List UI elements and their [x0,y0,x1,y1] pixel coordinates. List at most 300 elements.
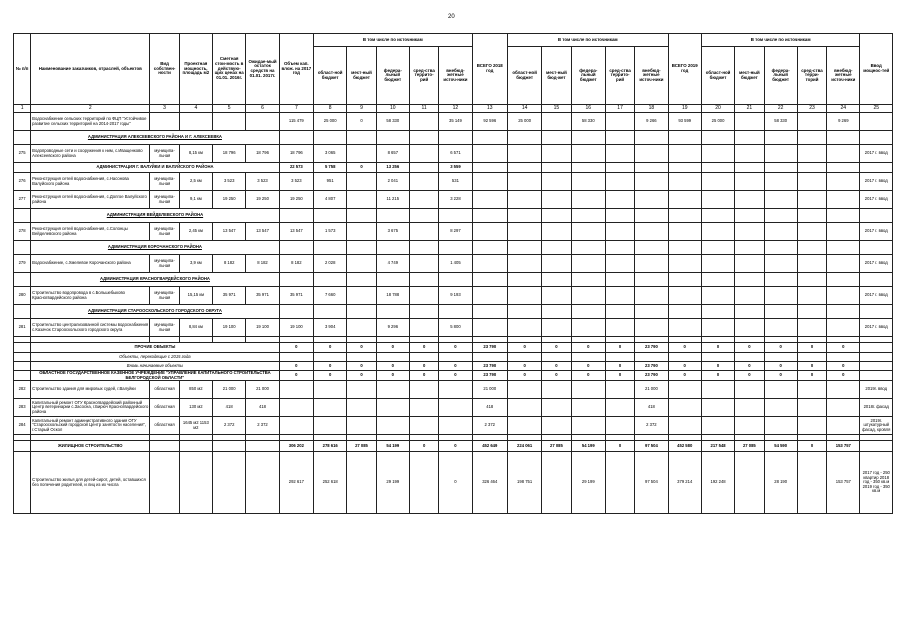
table-cell [827,241,860,255]
table-cell [764,399,797,417]
table-cell [542,452,571,514]
table-cell: 3 228 [439,191,472,209]
table-cell: 35 149 [439,113,472,131]
table-cell: 54 590 [764,441,797,452]
table-cell: 1645 м2 1153 м2 [179,417,212,435]
table-cell: 306 202 [279,441,313,452]
table-cell [409,399,438,417]
table-cell [668,255,701,273]
table-cell [735,381,764,399]
table-cell [472,353,507,362]
table-cell [827,209,860,223]
table-cell [605,255,634,273]
table-cell [507,163,541,173]
table-cell: 0 [507,362,541,371]
column-number: 12 [439,105,472,113]
table-cell: 9 266 [635,113,668,131]
table-cell [764,319,797,337]
table-cell: 6 571 [439,145,472,163]
header-src-territory: сред-ства террито-рий [409,47,438,105]
table-cell: 0 [347,362,376,371]
table-cell [507,399,541,417]
table-cell: 0 [279,343,313,353]
table-cell [860,371,893,381]
table-cell [701,145,734,163]
table-cell [150,441,179,452]
table-cell [314,209,347,223]
table-cell [860,209,893,223]
table-cell: 0 [376,371,409,381]
table-cell [439,273,472,287]
table-cell [507,305,541,319]
table-cell [735,452,764,514]
table-cell: 284 [14,417,31,435]
table-cell: 27 085 [735,441,764,452]
table-cell [735,417,764,435]
table-cell: 0 [605,362,634,371]
table-cell: 8 182 [246,255,279,273]
table-cell [635,145,668,163]
table-cell [764,273,797,287]
table-cell [472,145,507,163]
table-cell: 0 [439,452,472,514]
table-cell [827,131,860,145]
table-cell [507,319,541,337]
table-cell: 0 [827,343,860,353]
table-cell [797,417,826,435]
table-cell: 5 758 [314,163,347,173]
table-cell [860,131,893,145]
table-cell: 531 [439,173,472,191]
table-cell [279,209,313,223]
column-number: 21 [735,105,764,113]
table-cell [409,113,438,131]
table-cell: 0 [376,343,409,353]
table-cell: 278 [14,223,31,241]
table-cell [605,273,634,287]
section-row [14,131,893,145]
table-cell: 3 523 [213,173,246,191]
table-cell [797,381,826,399]
column-number: 8 [314,105,347,113]
table-cell [635,223,668,241]
column-number: 11 [409,105,438,113]
table-cell [314,417,347,435]
header-name: Наименование заказчиков, отраслей, объектов [31,34,150,105]
table-cell: 25 000 [507,113,541,131]
table-cell [668,163,701,173]
table-cell [668,273,701,287]
table-cell [347,191,376,209]
table-cell: 418 [472,399,507,417]
table-cell: 192 248 [701,452,734,514]
table-cell [635,241,668,255]
table-cell [472,209,507,223]
object-name: Реконструкция сетей водоснабжения, с.Долгое Валуйского района [31,191,150,209]
object-name: Капитальный ремонт административного здания ОГУ "Старооскольский городской Центр занятости населения", г.Старый Оскол [31,417,150,435]
table-cell [827,287,860,305]
header-capacity: Проектная мощность, площадь м2 [179,34,212,105]
table-cell: 8,84 км [179,319,212,337]
table-cell: 418 [213,399,246,417]
table-cell: 0 [764,343,797,353]
table-cell [605,131,634,145]
header-sources-2018: В том числе по источникам [507,34,668,47]
table-cell [735,131,764,145]
table-cell: 0 [571,362,605,371]
table-cell [605,209,634,223]
table-cell [376,209,409,223]
object-name: Строительство централизованной системы водоснабжения с.Казачок Старооскольского городского округа [31,319,150,337]
table-cell [314,305,347,319]
table-cell [507,241,541,255]
table-cell [701,305,734,319]
table-cell [571,417,605,435]
table-cell [314,399,347,417]
table-cell: 0 [279,362,313,371]
table-cell [797,163,826,173]
table-cell [246,452,279,514]
column-number: 9 [347,105,376,113]
table-cell [542,399,571,417]
table-cell [827,417,860,435]
table-cell [542,241,571,255]
table-cell: 282 [14,381,31,399]
table-cell: 28 190 [764,452,797,514]
section-row [14,305,893,319]
table-cell: 23 790 [635,343,668,353]
table-cell [605,353,634,362]
table-cell: 2017 г. ввод [860,173,893,191]
table-cell [668,353,701,362]
table-cell: 0 [735,343,764,353]
table-cell [246,113,279,131]
table-cell: 452 649 [472,441,507,452]
table-cell [409,255,438,273]
table-cell [827,191,860,209]
table-cell: 3,9 км [179,255,212,273]
table-cell [472,255,507,273]
table-cell: 277 [14,191,31,209]
table-cell [605,163,634,173]
table-cell [279,241,313,255]
table-cell: областная [150,399,179,417]
table-cell [701,399,734,417]
table-cell [701,241,734,255]
column-number: 1 [14,105,31,113]
table-cell [827,273,860,287]
table-cell [605,417,634,435]
table-cell [507,145,541,163]
table-cell [764,305,797,319]
table-cell: 0 [735,371,764,381]
table-cell: 0 [507,343,541,353]
table-cell [409,381,438,399]
table-cell [605,319,634,337]
table-cell [409,417,438,435]
table-cell [668,131,701,145]
table-cell [409,209,438,223]
table-cell [571,163,605,173]
header-src-local: мест-ный бюджет [347,47,376,105]
table-cell [827,305,860,319]
header-src-territory: сред-ства терри-торий [797,47,826,105]
header-src-local: мест-ный бюджет [735,47,764,105]
table-cell: 0 [439,362,472,371]
table-cell [347,223,376,241]
table-cell [571,173,605,191]
section-row [14,209,893,223]
table-cell [213,113,246,131]
table-row [14,255,893,273]
table-cell: 8 657 [376,145,409,163]
table-cell: 0 [668,371,701,381]
column-number-row [14,105,893,113]
table-cell [827,173,860,191]
table-cell: 2,5 км [179,173,212,191]
table-cell [635,191,668,209]
table-cell: 25 000 [314,113,347,131]
table-cell [701,191,734,209]
table-cell [605,399,634,417]
table-cell: 18 796 [246,145,279,163]
column-number: 2 [31,105,150,113]
table-row [14,191,893,209]
table-cell: 379 214 [668,452,701,514]
table-cell: 0 [764,371,797,381]
table-cell [668,223,701,241]
table-cell: 130 м2 [179,399,212,417]
table-cell [635,353,668,362]
table-cell [213,452,246,514]
table-cell [150,452,179,514]
table-cell: 0 [347,113,376,131]
table-cell [827,163,860,173]
table-cell [279,417,313,435]
table-cell [735,209,764,223]
column-number: 13 [472,105,507,113]
table-cell [860,163,893,173]
table-cell [635,131,668,145]
table-cell: 0 [314,362,347,371]
table-cell [571,319,605,337]
table-cell [571,191,605,209]
table-cell [827,353,860,362]
table-cell: 2017 г. ввод [860,145,893,163]
table-cell: 2019г. штукатурный фасад, кровля [860,417,893,435]
table-cell [347,255,376,273]
table-cell [860,241,893,255]
column-number: 16 [571,105,605,113]
table-cell [376,417,409,435]
table-cell: 19 250 [213,191,246,209]
table-cell [571,209,605,223]
table-cell [439,353,472,362]
table-cell [347,399,376,417]
table-cell [472,287,507,305]
table-row [14,417,893,435]
table-cell [347,241,376,255]
table-cell [735,305,764,319]
table-cell [860,441,893,452]
table-cell: 0 [827,362,860,371]
table-cell [797,241,826,255]
table-cell: 0 [668,343,701,353]
table-cell [735,223,764,241]
table-cell [409,305,438,319]
table-cell: 58 330 [376,113,409,131]
table-cell: 23 790 [472,343,507,353]
table-cell [472,173,507,191]
column-number: 23 [797,105,826,113]
table-cell: 2017 г. ввод [860,319,893,337]
table-cell: 13 547 [279,223,313,241]
table-cell [764,417,797,435]
table-cell: 280 [14,287,31,305]
table-cell: муниципа-льная [150,145,179,163]
table-cell: 0 [605,343,634,353]
table-cell [735,255,764,273]
header-src-local: мест-ный бюд-жет [542,47,571,105]
table-cell: 2 028 [314,255,347,273]
table-cell [409,145,438,163]
table-cell [213,441,246,452]
table-cell: 58 330 [571,113,605,131]
table-cell [347,173,376,191]
table-cell [472,163,507,173]
section-title: Вновь начинаемые объекты [31,362,280,371]
table-cell: 0 [439,371,472,381]
table-cell [668,145,701,163]
table-cell [507,381,541,399]
table-cell: 115 479 [279,113,313,131]
table-cell: 21 000 [213,381,246,399]
table-cell [764,173,797,191]
section-title: АДМИНИСТРАЦИЯ Г. ВАЛУЙКИ И ВАЛУЙСКОГО РАЙОНА [31,163,280,173]
table-cell [542,209,571,223]
table-cell [735,173,764,191]
column-number: 24 [827,105,860,113]
header-type: Вид собствен-ности [150,34,179,105]
table-cell: 18 796 [213,145,246,163]
table-cell: 0 [347,371,376,381]
table-cell: 25 000 [701,113,734,131]
section-title: АДМИНИСТРАЦИЯ КРАСНОГВАРДЕЙСКОГО РАЙОНА [31,273,280,287]
table-cell: 0 [797,441,826,452]
table-cell [668,191,701,209]
table-cell [797,191,826,209]
table-cell: 21 000 [472,381,507,399]
object-name: Водоснабжение сельских территорий по ФЦП "Устойчивое развитие сельских территорий на 2014-2017 годы" [31,113,150,131]
table-cell [827,399,860,417]
column-number: 7 [279,105,313,113]
column-number: 4 [179,105,212,113]
table-cell [542,145,571,163]
table-cell [439,399,472,417]
table-cell [376,399,409,417]
table-cell: 0 [279,371,313,381]
object-name: Строительство здания для мировых судей, г.Валуйки [31,381,150,399]
table-cell [635,287,668,305]
table-cell: 11 215 [376,191,409,209]
table-cell [764,381,797,399]
table-cell [701,173,734,191]
table-cell [635,209,668,223]
table-cell [797,273,826,287]
table-cell [542,163,571,173]
object-name: Строительство водопровода в с.Большебыково Красногвардейского района [31,287,150,305]
table-cell: 3 523 [279,173,313,191]
table-cell [701,255,734,273]
table-cell: 292 617 [279,452,313,514]
section-row [14,241,893,255]
header-src-territory: сред-ства террито-рий [605,47,634,105]
table-cell: 97 504 [635,452,668,514]
table-cell [314,353,347,362]
header-sources-2019: В том числе по источникам [701,34,860,47]
section-title: Объекты, переходящие с 2015 года [31,353,280,362]
table-cell [605,191,634,209]
table-cell [764,287,797,305]
table-cell [279,305,313,319]
table-cell [409,452,438,514]
table-cell: 418 [246,399,279,417]
investment-table [13,33,893,514]
table-cell [605,145,634,163]
header-remaining: Ожидае-мый остаток средств на 01.01. 2017г. [246,34,279,105]
header-sources-2017: В том числе по источникам [314,34,473,47]
table-cell [797,113,826,131]
table-cell: 2017 г. ввод [860,255,893,273]
table-cell [701,273,734,287]
table-cell: 0 [797,343,826,353]
table-cell: 2017 г. ввод [860,223,893,241]
table-cell [409,163,438,173]
table-cell: 4 807 [314,191,347,209]
table-cell: 5 800 [439,319,472,337]
table-cell [14,113,31,131]
header-src-federal: федера-льный бюджет [764,47,797,105]
table-cell [668,209,701,223]
table-cell [542,131,571,145]
header-total-2019: ВСЕГО 2019 год [668,34,701,105]
table-cell [701,417,734,435]
table-row [14,452,893,514]
table-cell: 0 [347,163,376,173]
table-cell [376,131,409,145]
section-title: ЖИЛИЩНОЕ СТРОИТЕЛЬСТВО [31,441,150,452]
table-cell [347,209,376,223]
section-row [14,163,893,173]
table-cell: 275 [14,145,31,163]
table-cell: 27 085 [542,441,571,452]
table-cell: 8 182 [279,255,313,273]
table-cell: муниципа-льная [150,173,179,191]
table-cell [409,353,438,362]
table-cell [764,191,797,209]
table-cell [635,255,668,273]
table-cell [764,209,797,223]
table-cell [764,163,797,173]
table-cell [472,223,507,241]
table-cell: 21 000 [246,381,279,399]
table-cell [860,305,893,319]
empty-cell [14,371,31,381]
table-cell [860,113,893,131]
column-number: 19 [668,105,701,113]
table-cell: 3 559 [439,163,472,173]
table-cell: 23 790 [472,362,507,371]
